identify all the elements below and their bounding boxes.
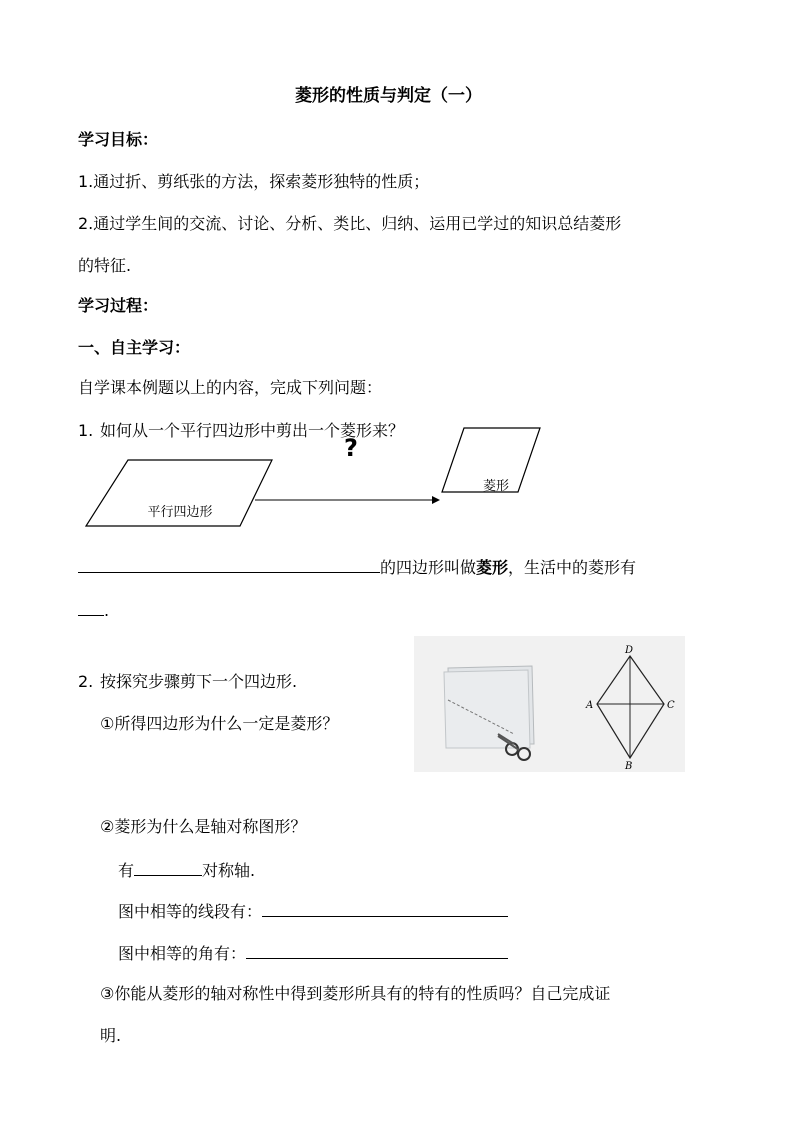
q2-sub3-line-2: 明. (100, 1026, 122, 1045)
equal-angles-blank[interactable] (246, 942, 508, 959)
rhombus-label: 菱形 (482, 479, 510, 494)
question-mark: ? (344, 434, 358, 462)
equal-segments-line (118, 900, 508, 922)
objective-item-2-line-2: 的特征. (78, 256, 132, 275)
definition-blank[interactable] (78, 556, 380, 573)
q2-sub2: ②菱形为什么是轴对称图形？ (100, 817, 307, 836)
section1-heading: 一、自主学习： (78, 338, 191, 357)
definition-tail: ，生活中的菱形有 (508, 558, 637, 577)
section1-intro: 自学课本例题以上的内容，完成下列问题： (78, 378, 383, 397)
vertex-label-c: C (667, 700, 675, 711)
definition-suffix: 的四边形叫做 (380, 558, 477, 577)
q1-number: 1. (78, 421, 94, 440)
equal-angles-label: 图中相等的角有： (118, 944, 247, 963)
equal-segments-label: 图中相等的线段有： (118, 902, 263, 921)
objectives-heading: 学习目标： (78, 130, 159, 149)
objective-item-2-line-1: 2.通过学生间的交流、讨论、分析、类比、归纳、运用已学过的知识总结菱形 (78, 214, 622, 233)
q1-definition-line (78, 556, 636, 578)
q2-number: 2. (78, 672, 94, 691)
page-title: 菱形的性质与判定（一） (295, 86, 482, 106)
life-examples-period: . (104, 601, 110, 620)
equal-segments-blank[interactable] (262, 900, 508, 917)
objective-item-1: 1.通过折、剪纸张的方法，探索菱形独特的性质； (78, 172, 430, 191)
equal-angles-line (118, 942, 508, 964)
q1-life-examples-line (78, 599, 109, 621)
q1-figure (80, 420, 560, 535)
q2-sub3-line-1: ③你能从菱形的轴对称性中得到菱形所具有的特有的性质吗？自己完成证 (100, 984, 611, 1003)
rhombus-term: 菱形 (476, 558, 509, 577)
q2-sub1: ①所得四边形为什么一定是菱形？ (100, 714, 339, 733)
process-heading: 学习过程： (78, 296, 159, 315)
vertex-label-b: B (625, 761, 633, 772)
vertex-label-d: D (625, 645, 634, 656)
axis-count-blank[interactable] (134, 859, 202, 876)
q2-text: 按探究步骤剪下一个四边形. (100, 672, 298, 691)
q1-text: 如何从一个平行四边形中剪出一个菱形来？ (100, 421, 405, 440)
axis-suffix: 对称轴. (202, 861, 256, 880)
vertex-label-a: A (586, 700, 594, 711)
parallelogram-label: 平行四边形 (147, 505, 213, 520)
axis-prefix: 有 (118, 861, 135, 880)
arrow-head-icon (432, 496, 440, 504)
axis-count-line (118, 859, 255, 881)
q2-figure (414, 636, 685, 772)
life-examples-blank[interactable] (78, 599, 104, 616)
